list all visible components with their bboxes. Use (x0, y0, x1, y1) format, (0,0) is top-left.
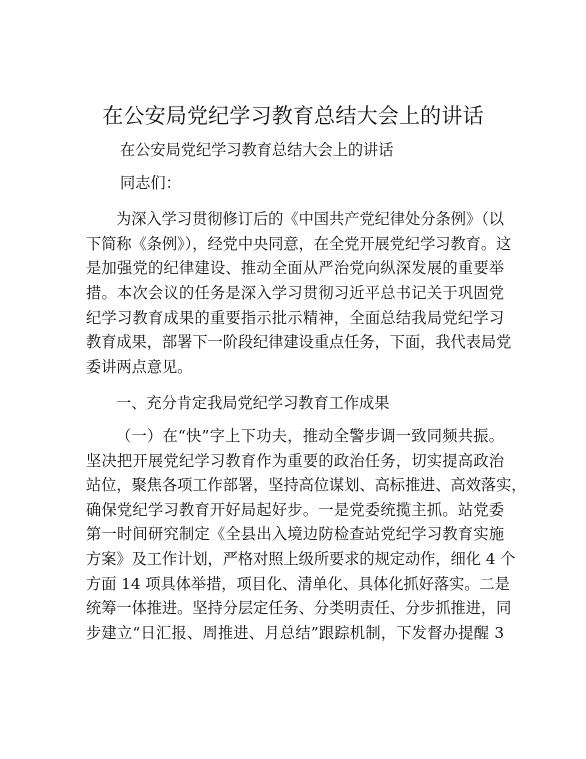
paragraph-line: 是加强党的纪律建设、推动全面从严治党向纵深发展的重要举 (86, 259, 504, 278)
document-body (86, 138, 527, 645)
document-subtitle: 在公安局党纪学习教育总结大会上的讲话 (120, 141, 394, 159)
paragraph-line: 坚决把开展党纪学习教育作为重要的政治任务，切实提高政治 (86, 451, 504, 470)
salutation: 同志们： (120, 173, 181, 192)
paragraph-line: （一）在“快”字上下功夫，推动全警步调一致同频共振。 (116, 426, 504, 445)
paragraph-1 (86, 207, 512, 379)
paragraph-line: 措。本次会议的任务是深入学习贯彻习近平总书记关于巩固党 (86, 283, 504, 302)
document-title: 在公安局党纪学习教育总结大会上的讲话 (102, 104, 484, 128)
paragraph-line: 步建立“日汇报、周推进、月总结”跟踪机制，下发督办提醒 3 (86, 623, 504, 642)
paragraph-line: 统筹一体推进。坚持分层定任务、分类明责任、分步抓推进，同 (86, 599, 512, 618)
paragraph-line: 委讲两点意见。 (86, 357, 193, 376)
paragraph-line: 方面 14 项具体举措，项目化、清单化、具体化抓好落实。二是 (86, 574, 510, 593)
paragraph-line: 下简称《条例》），经党中央同意，在全党开展党纪学习教育。这 (86, 234, 512, 253)
paragraph-line: 确保党纪学习教育开好局起好步。一是党委统揽主抓。站党委 (86, 500, 504, 519)
paragraph-2 (86, 424, 527, 645)
paragraph-line: 第一时间研究制定《全县出入境边防检查站党纪学习教育实施 (86, 525, 504, 544)
paragraph-line: 方案》及工作计划，严格对照上级所要求的规定动作，细化 4 个 (86, 549, 516, 568)
paragraph-line: 为深入学习贯彻修订后的《中国共产党纪律处分条例》（以 (116, 210, 504, 229)
paragraph-line: 站位，聚焦各项工作部署，坚持高位谋划、高标推进、高效落实， (86, 476, 527, 495)
paragraph-line: 教育成果，部署下一阶段纪律建设重点任务，下面，我代表局党 (86, 333, 512, 352)
paragraph-line: 纪学习教育成果的重要指示批示精神，全面总结我局党纪学习 (86, 308, 504, 327)
section-heading: 一、充分肯定我局党纪学习教育工作成果 (116, 394, 390, 413)
